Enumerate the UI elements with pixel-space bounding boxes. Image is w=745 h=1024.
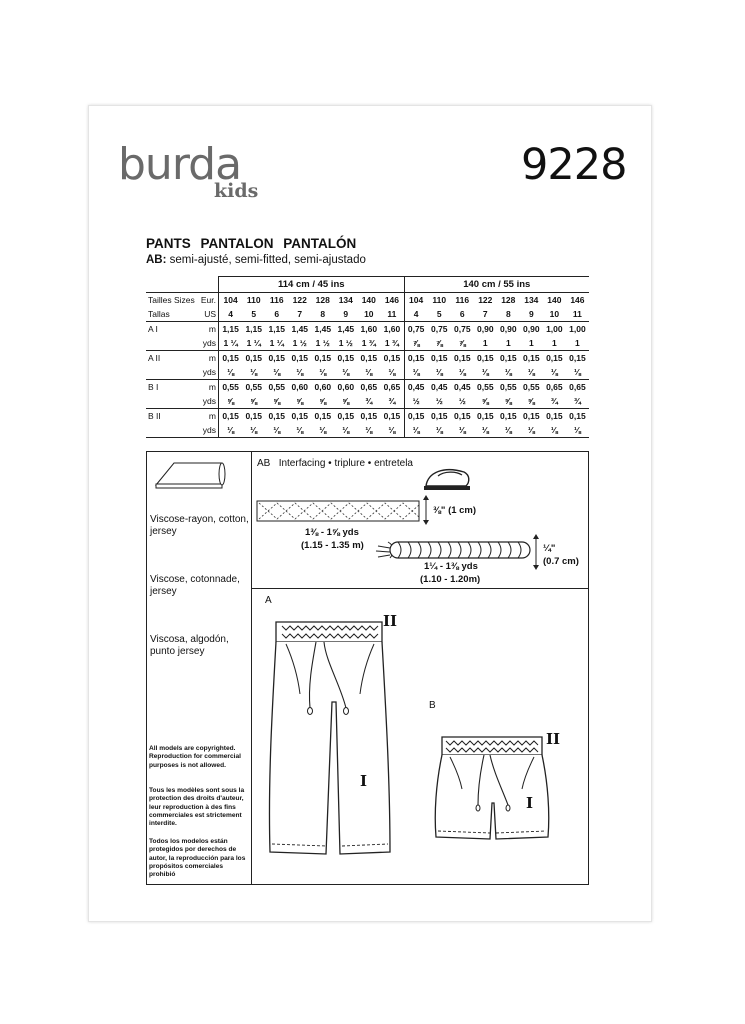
yardage-cell: 0,55 — [242, 380, 265, 395]
yardage-cell: 0,65 — [543, 380, 566, 395]
cord-yds: 1¼ - 1⅜ yds — [424, 561, 478, 572]
fabric-fr: Viscose, cotonnade, jersey — [150, 574, 240, 597]
yardage-cell: 1,15 — [242, 322, 265, 337]
yardage-cell: 0,15 — [357, 409, 380, 424]
yardage-cell: ⅛ — [527, 367, 535, 377]
yardage-cell: 0,55 — [520, 380, 543, 395]
yardage-cell: ½ — [435, 396, 443, 406]
yardage-cell: 0,65 — [566, 380, 589, 395]
size-eur-cell: 110 — [242, 293, 265, 308]
yardage-cell: 0,15 — [451, 351, 474, 366]
size-eur-cell: 122 — [474, 293, 497, 308]
yardage-cell: ⅞ — [458, 338, 466, 348]
view-label: A II — [146, 351, 196, 366]
yardage-cell: 0,15 — [288, 409, 311, 424]
fit-text: semi-ajusté, semi-fitted, semi-ajustado — [169, 254, 366, 266]
size-eur-cell: 134 — [334, 293, 357, 308]
view-label — [146, 394, 196, 409]
view-b-part-ii: II — [546, 730, 561, 748]
size-us-cell: 4 — [404, 307, 428, 322]
fabric-bolt-icon — [152, 457, 232, 492]
yardage-cell: 0,15 — [311, 351, 334, 366]
yardage-cell: 0,75 — [428, 322, 451, 337]
yardage-cell: 1 ¼ — [219, 336, 243, 351]
size-eur-cell: 122 — [288, 293, 311, 308]
yardage-cell: ⅛ — [550, 367, 558, 377]
iron-icon — [418, 460, 478, 496]
yardage-cell: 0,45 — [428, 380, 451, 395]
size-eur-cell: 110 — [428, 293, 451, 308]
yardage-cell: 0,15 — [219, 409, 243, 424]
brand-name: burda — [118, 139, 242, 190]
box-divider-horizontal — [251, 588, 589, 589]
yardage-cell: ⅛ — [497, 423, 520, 438]
us-label: US — [204, 309, 216, 319]
interfacing-m: (1.15 - 1.35 m) — [301, 540, 364, 551]
yardage-cell: ⅝ — [481, 396, 489, 406]
cord-width-arrow — [531, 533, 541, 571]
interfacing-width-arrow — [421, 494, 431, 526]
size-us-cell: 9 — [343, 309, 349, 319]
yardage-cell: ¾ — [573, 396, 581, 406]
yardage-table — [146, 276, 589, 438]
unit-label: yds — [202, 338, 216, 348]
yardage-cell: ⅝ — [219, 394, 243, 409]
yardage-cell: 1 ½ — [315, 338, 330, 348]
yardage-cell: 0,15 — [497, 409, 520, 424]
yardage-cell: 0,15 — [543, 351, 566, 366]
yardage-cell: ⅛ — [380, 423, 404, 438]
yardage-cell: 1,45 — [288, 322, 311, 337]
yardage-cell: ⅛ — [242, 423, 265, 438]
yardage-cell: ⅛ — [428, 423, 451, 438]
yardage-cell: 0,90 — [497, 322, 520, 337]
yardage-cell: 0,75 — [451, 322, 474, 337]
yardage-row — [146, 351, 589, 366]
yardage-cell: ⅛ — [388, 367, 396, 377]
yardage-cell: 0,55 — [219, 380, 243, 395]
eur-label: Eur. — [196, 293, 219, 308]
size-us-cell: 7 — [297, 309, 303, 319]
size-eur-cell: 146 — [380, 293, 404, 308]
yardage-cell: 1 ¾ — [384, 338, 400, 348]
view-label: B I — [146, 380, 196, 395]
yardage-cell: 0,15 — [334, 351, 357, 366]
yardage-row — [146, 365, 589, 380]
size-label-es: Tallas — [148, 309, 170, 319]
yardage-cell: 0,15 — [265, 351, 288, 366]
yardage-cell: ⅛ — [566, 423, 589, 438]
yardage-cell: 1,15 — [265, 322, 288, 337]
size-us-cell: 8 — [505, 309, 511, 319]
yardage-cell: ⅞ — [404, 336, 428, 351]
cord-m: (1.10 - 1.20m) — [420, 574, 481, 585]
yardage-cell: ⅛ — [404, 423, 428, 438]
yardage-cell: 0,55 — [474, 380, 497, 395]
yardage-cell: 0,15 — [242, 409, 265, 424]
yardage-cell: 0,15 — [404, 351, 428, 366]
yardage-cell: 1,00 — [566, 322, 589, 337]
copyright-es: Todos los modelos están protegidos por derechos de autor, la reproducción para los propósitos comerciales prohibió — [149, 838, 246, 879]
yardage-cell: 1 ¼ — [246, 338, 261, 348]
yardage-cell: 0,15 — [311, 409, 334, 424]
size-us-cell: 5 — [251, 309, 257, 319]
yardage-cell: 0,60 — [311, 380, 334, 395]
size-us-cell: 6 — [459, 309, 465, 319]
yardage-cell: 1,15 — [219, 322, 243, 337]
yardage-cell: 1 ¼ — [269, 338, 284, 348]
interfacing-yds: 1⅜ - 1⅝ yds — [305, 527, 359, 538]
size-us-cell: 11 — [387, 309, 397, 319]
size-us-cell: 7 — [482, 309, 488, 319]
yardage-cell: 0,65 — [380, 380, 404, 395]
yardage-cell: 0,60 — [334, 380, 357, 395]
yardage-cell: 0,15 — [543, 409, 566, 424]
size-us-cell: 11 — [572, 309, 582, 319]
yardage-cell: 0,55 — [265, 380, 288, 395]
pattern-number: 9228 — [521, 140, 627, 190]
view-a-pants-drawing — [262, 612, 392, 864]
copyright-fr: Tous les modèles sont sous la protection des droits d'auteur, leur reproduction à des fins commerciales est strictement interdite. — [149, 787, 245, 828]
yardage-cell: 0,15 — [520, 351, 543, 366]
unit-label: yds — [202, 367, 216, 377]
yardage-cell: 1 — [482, 338, 488, 348]
size-us-cell: 9 — [528, 309, 534, 319]
yardage-cell: 1 ¾ — [361, 338, 376, 348]
yardage-cell: ⅛ — [219, 365, 243, 380]
yardage-cell: ⅝ — [319, 396, 327, 406]
view-label — [146, 365, 196, 380]
notions-prefix: AB — [257, 458, 271, 469]
pattern-title: PANTS PANTALON PANTALÓN — [146, 236, 357, 251]
size-eur-cell: 140 — [543, 293, 566, 308]
yardage-cell: 0,15 — [219, 351, 243, 366]
copyright-en: All models are copyrighted. Reproduction for commercial purposes is not allowed. — [149, 745, 241, 769]
yardage-cell: 0,15 — [451, 409, 474, 424]
yardage-cell: 0,15 — [380, 409, 404, 424]
yardage-cell: 0,15 — [428, 351, 451, 366]
interfacing-width: ⅜" (1 cm) — [433, 505, 477, 516]
yardage-cell: 0,15 — [265, 409, 288, 424]
yardage-cell: 0,15 — [334, 409, 357, 424]
yardage-cell: ⅛ — [504, 367, 512, 377]
yardage-cell: ⅛ — [481, 367, 489, 377]
yardage-cell: ⅛ — [219, 423, 243, 438]
yardage-row — [146, 380, 589, 395]
fabric-es: Viscosa, algodón, punto jersey — [150, 634, 229, 657]
yardage-cell: ⅝ — [250, 396, 258, 406]
size-us-cell: 6 — [274, 309, 280, 319]
fit-prefix: AB: — [146, 254, 167, 266]
yardage-cell: ⅛ — [319, 367, 327, 377]
yardage-cell: 1 — [505, 338, 511, 348]
yardage-cell: 1,60 — [380, 322, 404, 337]
view-label: A I — [146, 322, 196, 337]
unit-label: m — [196, 322, 219, 337]
size-eur-cell: 116 — [265, 293, 288, 308]
brand-sub: kids — [214, 180, 259, 202]
notions-heading-text: Interfacing • triplure • entretela — [278, 458, 413, 469]
yardage-cell: 0,15 — [520, 409, 543, 424]
yardage-cell: ¾ — [365, 396, 373, 406]
size-label: Tailles Sizes — [146, 293, 196, 308]
unit-label: yds — [202, 396, 216, 406]
yardage-cell: ⅛ — [265, 423, 288, 438]
view-label — [146, 336, 196, 351]
yardage-cell: ½ — [404, 394, 428, 409]
size-eur-cell: 128 — [311, 293, 334, 308]
view-a-part-i: I — [360, 772, 368, 790]
yardage-cell: 1 ½ — [292, 338, 307, 348]
yardage-cell: 1,00 — [543, 322, 566, 337]
yardage-cell: 0,15 — [288, 351, 311, 366]
yardage-cell: ⅛ — [520, 423, 543, 438]
view-b-label: B — [429, 700, 436, 711]
view-label — [146, 423, 196, 438]
yardage-cell: 0,15 — [566, 351, 589, 366]
yardage-row — [146, 409, 589, 424]
size-us-cell: 4 — [219, 307, 243, 322]
view-a-part-ii: II — [383, 612, 398, 630]
yardage-cell: 0,15 — [380, 351, 404, 366]
burda-kids-logo — [118, 139, 259, 202]
fabric-en: Viscose-rayon, cotton, jersey — [150, 514, 249, 537]
yardage-cell: ⅛ — [404, 365, 428, 380]
size-eur-cell: 104 — [404, 293, 428, 308]
unit-label: yds — [196, 423, 219, 438]
yardage-cell: 0,15 — [242, 351, 265, 366]
yardage-cell: ¾ — [550, 396, 558, 406]
size-us-cell: 10 — [549, 309, 560, 319]
view-b-part-i: I — [526, 794, 534, 812]
yardage-cell: 1,60 — [357, 322, 380, 337]
yardage-cell: ⅝ — [527, 396, 535, 406]
yardage-cell: 1,45 — [334, 322, 357, 337]
yardage-row — [146, 322, 589, 337]
yardage-cell: 1 — [528, 338, 534, 348]
yardage-row — [146, 423, 589, 438]
yardage-cell: ⅝ — [504, 396, 512, 406]
yardage-cell: 1,45 — [311, 322, 334, 337]
size-eur-cell: 116 — [451, 293, 474, 308]
size-us-cell: 5 — [436, 309, 442, 319]
yardage-cell: ⅛ — [543, 423, 566, 438]
yardage-cell: 0,15 — [566, 409, 589, 424]
yardage-cell: 0,15 — [497, 351, 520, 366]
yardage-cell: ⅞ — [435, 338, 443, 348]
notions-heading — [257, 458, 413, 469]
yardage-cell: ⅛ — [296, 367, 304, 377]
yardage-cell: ⅛ — [311, 423, 334, 438]
yardage-cell: ⅛ — [458, 367, 466, 377]
yardage-cell: ⅛ — [342, 367, 350, 377]
size-eur-cell: 140 — [357, 293, 380, 308]
size-eur-cell: 128 — [497, 293, 520, 308]
interfacing-strip — [257, 500, 421, 522]
yardage-cell: ⅛ — [273, 367, 281, 377]
yardage-cell: ⅝ — [342, 396, 350, 406]
fit-description — [146, 254, 366, 266]
yardage-cell: ⅛ — [474, 423, 497, 438]
yardage-cell: 0,90 — [474, 322, 497, 337]
fabric-width-140: 140 cm / 55 ins — [404, 277, 589, 293]
unit-label: m — [196, 380, 219, 395]
yardage-cell: 0,15 — [474, 409, 497, 424]
yardage-cell: ⅝ — [273, 396, 281, 406]
yardage-cell: 0,15 — [357, 351, 380, 366]
yardage-cell: 0,55 — [497, 380, 520, 395]
yardage-cell: ⅛ — [365, 367, 373, 377]
yardage-cell: 0,15 — [428, 409, 451, 424]
yardage-cell: 0,15 — [404, 409, 428, 424]
yardage-cell: ⅛ — [288, 423, 311, 438]
fabric-width-114: 114 cm / 45 ins — [219, 277, 405, 293]
yardage-cell: ⅛ — [250, 367, 258, 377]
yardage-cell: 0,45 — [404, 380, 428, 395]
yardage-cell: 0,90 — [520, 322, 543, 337]
yardage-cell: 1 — [551, 338, 557, 348]
yardage-cell: ⅛ — [435, 367, 443, 377]
yardage-cell: ⅛ — [573, 367, 581, 377]
cord-width-in: ¼" — [543, 543, 556, 554]
unit-label: m — [196, 409, 219, 424]
size-us-cell: 8 — [320, 309, 326, 319]
yardage-cell: 0,75 — [404, 322, 428, 337]
yardage-cell: ⅛ — [451, 423, 474, 438]
yardage-row — [146, 336, 589, 351]
yardage-cell: 0,15 — [474, 351, 497, 366]
cord-width-cm: (0.7 cm) — [543, 556, 579, 567]
view-label: B II — [146, 409, 196, 424]
size-eur-cell: 146 — [566, 293, 589, 308]
yardage-cell: ⅛ — [357, 423, 380, 438]
yardage-cell: ¾ — [388, 396, 396, 406]
yardage-cell: 1 — [575, 338, 580, 348]
size-eur-cell: 134 — [520, 293, 543, 308]
unit-label: m — [196, 351, 219, 366]
yardage-row — [146, 394, 589, 409]
yardage-cell: ½ — [458, 396, 466, 406]
yardage-cell: ⅛ — [334, 423, 357, 438]
yardage-cell: ⅝ — [296, 396, 304, 406]
view-a-label: A — [265, 595, 272, 606]
box-divider-vertical — [251, 451, 252, 885]
size-us-cell: 10 — [364, 309, 374, 319]
yardage-cell: 0,60 — [288, 380, 311, 395]
view-b-shorts-drawing — [432, 733, 552, 841]
size-eur-cell: 104 — [219, 293, 243, 308]
yardage-cell: 1 ½ — [338, 338, 353, 348]
yardage-cell: 0,65 — [357, 380, 380, 395]
yardage-cell: 0,45 — [451, 380, 474, 395]
